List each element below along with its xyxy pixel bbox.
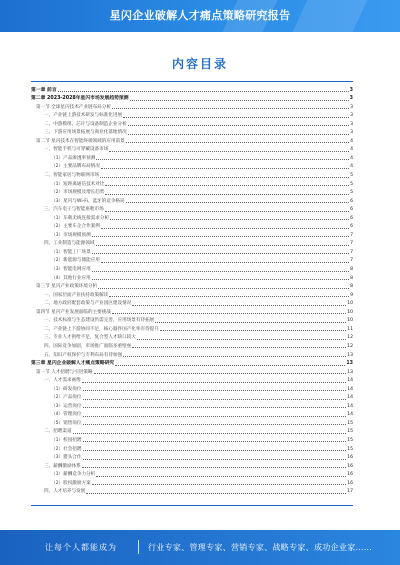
toc-page-number: 12	[347, 343, 353, 349]
toc-dot-leader	[101, 168, 349, 169]
toc-entry-text: （3）运营岗位	[51, 403, 82, 409]
toc-entry[interactable]	[31, 487, 353, 496]
toc-entry[interactable]	[31, 393, 353, 402]
toc-entry[interactable]	[31, 461, 353, 470]
toc-entry-text: 四、人才培养与发展	[44, 489, 86, 495]
toc-entry-text: 第一节 人才招聘与引进策略	[36, 369, 93, 375]
toc-dot-leader	[82, 382, 346, 383]
toc-entry[interactable]	[31, 222, 353, 231]
table-of-contents	[31, 81, 353, 506]
toc-dot-leader	[110, 219, 349, 220]
toc-dot-leader	[83, 459, 347, 460]
toc-dot-leader	[132, 305, 346, 306]
toc-page-number: 10	[347, 301, 353, 307]
toc-page-number: 14	[347, 378, 353, 384]
toc-entry[interactable]	[31, 333, 353, 342]
toc-page-number: 7	[350, 249, 353, 255]
toc-entry-text: 一、智能手机与可穿戴设备市场	[44, 147, 109, 153]
toc-page-number: 14	[347, 395, 353, 401]
toc-page-number: 16	[347, 472, 353, 478]
toc-entry-text: 第二节 星闪技术在智能终端领域的应用前景	[36, 138, 125, 144]
toc-dot-leader	[83, 416, 347, 417]
toc-entry-text: 第一章 前言	[31, 87, 57, 93]
toc-dot-leader	[128, 125, 349, 126]
toc-page-number: 16	[347, 463, 353, 469]
toc-dot-leader	[105, 211, 349, 212]
toc-entry[interactable]	[31, 470, 353, 479]
toc-entry[interactable]	[31, 453, 353, 462]
toc-page-number: 14	[347, 412, 353, 418]
page-footer	[0, 530, 400, 565]
toc-entry-text: （3）猎头合作	[51, 455, 82, 461]
toc-entry-text: （1）薪酬竞争力分析	[51, 472, 96, 478]
toc-page-number: 3	[350, 130, 353, 136]
toc-dot-leader	[92, 236, 349, 237]
toc-page-number: 13	[347, 369, 353, 375]
toc-page-number: 12	[347, 335, 353, 341]
toc-page-number: 8	[350, 275, 353, 281]
toc-entry[interactable]	[31, 230, 353, 239]
toc-page-number: 3	[350, 121, 353, 127]
toc-dot-leader	[83, 399, 347, 400]
toc-entry[interactable]	[31, 205, 353, 214]
toc-entry[interactable]	[31, 239, 353, 248]
toc-entry[interactable]	[31, 256, 353, 265]
toc-entry[interactable]	[31, 418, 353, 427]
toc-entry-text: （2）股权激励方案	[51, 480, 91, 486]
toc-entry[interactable]	[31, 153, 353, 162]
toc-dot-leader	[92, 279, 349, 280]
toc-entry-text: 二、招聘渠道	[44, 429, 72, 435]
toc-entry[interactable]	[31, 247, 353, 256]
toc-entry[interactable]	[31, 170, 353, 179]
toc-entry[interactable]	[31, 264, 353, 273]
toc-entry-text: 第一节 全球星闪技术产业链布局分析	[36, 104, 111, 110]
toc-entry[interactable]	[31, 196, 353, 205]
toc-dot-leader	[109, 296, 349, 297]
toc-entry[interactable]	[31, 401, 353, 410]
toc-page-number: 9	[350, 292, 353, 298]
toc-dot-leader	[96, 476, 346, 477]
toc-page-number: 14	[347, 386, 353, 392]
toc-entry-text: 一、国家层面产业扶持政策解读	[44, 292, 109, 298]
toc-page-number: 3	[349, 87, 353, 93]
toc-entry[interactable]	[31, 111, 353, 120]
toc-dot-leader	[105, 185, 349, 186]
toc-page-number: 4	[350, 164, 353, 170]
toc-entry-text: 第二章 2023-2028年星闪市场发展趋势预测	[31, 96, 129, 102]
toc-entry-text: （2）主要车企合作案例	[51, 224, 100, 230]
toc-entry[interactable]	[31, 341, 353, 350]
toc-entry-text: （3）市场规模预测	[51, 232, 91, 238]
toc-page-number: 13	[346, 361, 353, 367]
toc-page-number: 16	[347, 455, 353, 461]
toc-dot-leader	[86, 493, 346, 494]
report-title: 星闪企业破解人才痛点策略研究报告	[109, 9, 291, 22]
toc-entry[interactable]	[31, 282, 353, 291]
toc-entry[interactable]	[31, 410, 353, 419]
toc-dot-leader	[126, 142, 349, 143]
toc-page-number: 10	[347, 309, 353, 315]
toc-dot-leader	[100, 177, 349, 178]
toc-dot-leader	[83, 424, 347, 425]
toc-dot-leader	[58, 91, 349, 92]
toc-entry-text: 二、地方政府配套政策与产业园区建设情况	[44, 301, 132, 307]
toc-dot-leader	[105, 194, 349, 195]
toc-dot-leader	[83, 450, 347, 451]
toc-page-number: 3	[350, 104, 353, 110]
toc-entry-text: （2）主要品牌布局情况	[51, 164, 100, 170]
toc-page-number: 14	[347, 403, 353, 409]
toc-dot-leader	[128, 134, 349, 135]
toc-page-number: 3	[349, 96, 353, 102]
toc-dot-leader	[132, 347, 346, 348]
toc-page-number: 7	[350, 241, 353, 247]
toc-entry-text: 四、国际竞争加剧，市场推广面临多重壁垒	[44, 343, 132, 349]
toc-entry-text: （3）智能电网应用	[51, 267, 91, 273]
toc-entry[interactable]	[31, 444, 353, 453]
toc-dot-leader	[101, 228, 349, 229]
toc-dot-leader	[115, 365, 345, 366]
toc-entry[interactable]	[31, 213, 353, 222]
toc-entry[interactable]	[31, 162, 353, 171]
toc-page-number: 10	[347, 318, 353, 324]
toc-entry[interactable]	[31, 324, 353, 333]
toc-entry-text: （4）管理岗位	[51, 412, 82, 418]
toc-page-number: 4	[350, 138, 353, 144]
toc-dot-leader	[126, 202, 349, 203]
toc-dot-leader	[96, 159, 349, 160]
footer-slogan: 让每个人都能成为	[45, 543, 117, 552]
toc-dot-leader	[109, 151, 349, 152]
toc-entry-text: （2）产品岗位	[51, 395, 82, 401]
toc-dot-leader	[73, 433, 347, 434]
toc-page-number: 5	[350, 181, 353, 187]
toc-dot-leader	[96, 245, 350, 246]
toc-entry[interactable]	[31, 316, 353, 325]
toc-entry[interactable]	[31, 94, 353, 103]
toc-dot-leader	[92, 271, 349, 272]
toc-entry-text: （2）社会招聘	[51, 446, 82, 452]
toc-page-number: 5	[350, 190, 353, 196]
toc-page-number: 13	[347, 352, 353, 358]
toc-entry[interactable]	[31, 119, 353, 128]
toc-entry-text: （4）其他行业应用	[51, 275, 91, 281]
toc-entry-text: （5）销售岗位	[51, 420, 82, 426]
toc-dot-leader	[137, 339, 346, 340]
toc-dot-leader	[92, 253, 349, 254]
toc-entry[interactable]	[31, 145, 353, 154]
toc-page-number: 6	[350, 215, 353, 221]
toc-entry-text: 第三节 星闪产业政策环境分析	[36, 284, 98, 290]
toc-page-number: 5	[350, 173, 353, 179]
toc-entry-text: 五、知识产权保护与专利布局有待加强	[44, 352, 123, 358]
toc-entry-text: 第三章 星闪企业破解人才痛点策略研究	[31, 361, 115, 367]
toc-entry-text: 三、专业人才供给不足，复合型人才缺口较大	[44, 335, 136, 341]
toc-page-number: 11	[347, 326, 353, 332]
toc-dot-leader	[92, 484, 346, 485]
footer-tagline: 行业专家、管理专家、营销专家、战略专家、成功企业家……	[148, 543, 373, 552]
toc-dot-leader	[130, 100, 349, 101]
toc-entry-text: 二、中游模组、芯片与设备制造企业分析	[44, 121, 127, 127]
toc-entry-text: （3）星闪与Wi-Fi、蓝牙的竞争格局	[51, 198, 125, 204]
toc-entry-text: （1）智能工厂场景	[51, 249, 91, 255]
toc-entry-text: 三、下游应用场景拓展与商业化落地情况	[44, 130, 127, 136]
toc-page-number: 7	[350, 232, 353, 238]
toc-page-number: 15	[347, 437, 353, 443]
toc-page-number: 17	[347, 489, 353, 495]
toc-entry[interactable]	[31, 435, 353, 444]
toc-entry-text: 一、人才需求画像	[44, 378, 81, 384]
toc-entry[interactable]	[31, 427, 353, 436]
toc-entry[interactable]	[31, 350, 353, 359]
toc-dot-leader	[83, 390, 347, 391]
toc-dot-leader	[101, 262, 349, 263]
toc-page-number: 15	[347, 446, 353, 452]
toc-entry[interactable]	[31, 478, 353, 487]
toc-page-number: 4	[350, 147, 353, 153]
toc-entry-text: （1）产品渗透率预测	[51, 155, 96, 161]
toc-entry-text: （1）短距离通信技术对比	[51, 181, 105, 187]
toc-entry[interactable]	[31, 128, 353, 137]
toc-entry[interactable]	[31, 188, 353, 197]
toc-page-number: 6	[350, 198, 353, 204]
toc-page-number: 3	[350, 113, 353, 119]
toc-entry[interactable]	[31, 367, 353, 376]
toc-entry-text: （2）市场规模及增长趋势	[51, 190, 105, 196]
toc-page-number: 16	[347, 480, 353, 486]
toc-page-number: 15	[347, 429, 353, 435]
toc-dot-leader	[160, 330, 346, 331]
toc-dot-leader	[82, 467, 346, 468]
footer-divider	[138, 540, 139, 554]
toc-entry-text: （1）车载无线连接需求分析	[51, 215, 110, 221]
toc-dot-leader	[83, 407, 347, 408]
toc-page-number: 8	[350, 267, 353, 273]
toc-entry-text: （1）研发岗位	[51, 386, 82, 392]
toc-entry-text: 二、产业链上下游协同不足，核心器件国产化率有待提升	[44, 326, 159, 332]
toc-entry[interactable]	[31, 307, 353, 316]
toc-entry-text: 三、汽车电子与智能座舱市场	[44, 207, 104, 213]
toc-entry-text: 三、薪酬激励体系	[44, 463, 81, 469]
toc-page-number: 7	[350, 258, 353, 264]
toc-entry-text: （2）新能源与储能应用	[51, 258, 100, 264]
toc-entry-text: （1）校园招聘	[51, 437, 82, 443]
toc-dot-leader	[83, 441, 347, 442]
toc-entry-text: 一、技术标准与生态建设仍需完善，应用场景有待拓展	[44, 318, 155, 324]
toc-entry[interactable]	[31, 273, 353, 282]
toc-dot-leader	[112, 108, 349, 109]
report-header	[0, 0, 400, 32]
toc-entry[interactable]	[31, 384, 353, 393]
toc-page-number: 15	[347, 420, 353, 426]
toc-entry[interactable]	[31, 290, 353, 299]
toc-entry-text: 二、智能家居与物联网市场	[44, 173, 100, 179]
toc-entry[interactable]	[31, 299, 353, 308]
toc-page-number: 6	[350, 224, 353, 230]
toc-entry-text: 第四节 星闪产业发展面临的主要挑战	[36, 309, 111, 315]
toc-page-number: 4	[350, 155, 353, 161]
toc-dot-leader	[98, 288, 349, 289]
toc-page-number: 6	[350, 207, 353, 213]
toc-entry-text: 四、工业制造与能源领域	[44, 241, 95, 247]
toc-entry[interactable]	[31, 359, 353, 368]
toc-entry[interactable]	[31, 179, 353, 188]
toc-dot-leader	[123, 117, 349, 118]
toc-entry-text: 一、产业链上游技术研发与标准化进展	[44, 113, 123, 119]
toc-entry[interactable]	[31, 102, 353, 111]
toc-heading: 内容目录	[171, 57, 228, 71]
toc-dot-leader	[123, 356, 346, 357]
toc-dot-leader	[155, 322, 346, 323]
toc-dot-leader	[94, 373, 347, 374]
toc-page-number: 8	[350, 284, 353, 290]
toc-entry[interactable]	[31, 376, 353, 385]
toc-entry[interactable]	[31, 136, 353, 145]
toc-entry[interactable]	[31, 85, 353, 94]
toc-dot-leader	[112, 313, 346, 314]
